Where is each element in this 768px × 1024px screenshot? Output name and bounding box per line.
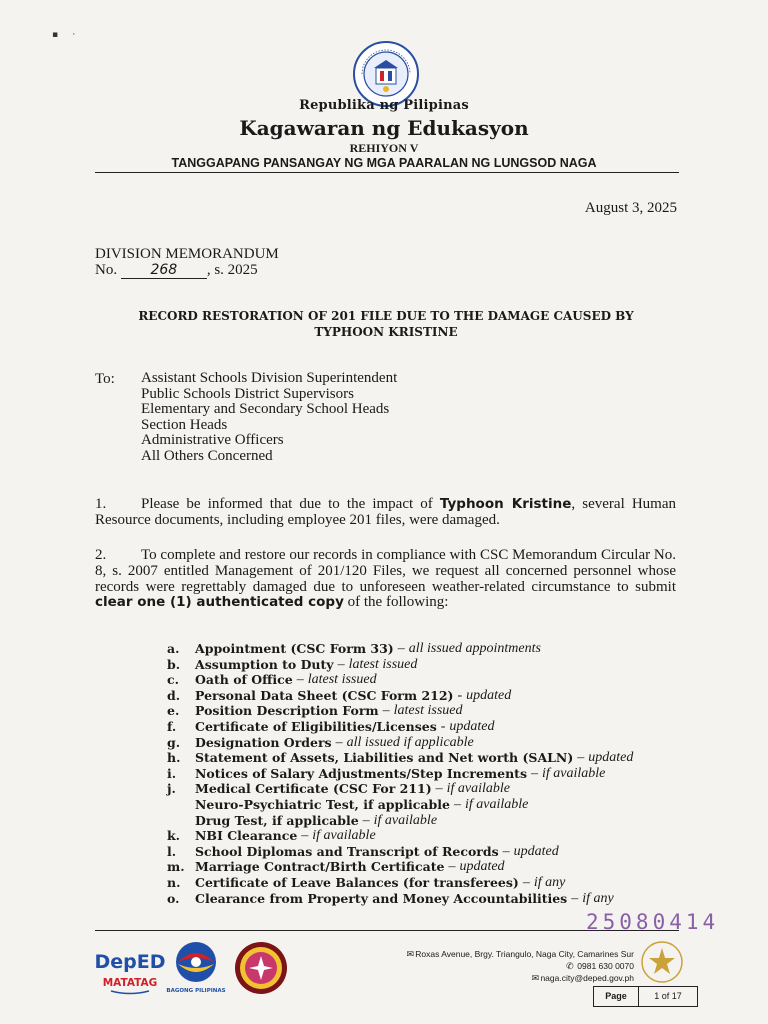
requirement-title: Drug Test, if applicable	[195, 812, 359, 828]
paragraph-text: , several Human Resource documents, including employee 201 files, were damaged.	[95, 496, 676, 528]
memo-number-block	[95, 246, 279, 279]
requirement-note: updated	[449, 718, 495, 734]
deped-matatag-logo-icon	[94, 944, 166, 1000]
requirement-note: latest issued	[348, 656, 418, 672]
memo-type: DIVISION MEMORANDUM	[95, 246, 279, 262]
requirement-separator: -	[440, 718, 446, 734]
requirement-separator: -	[457, 687, 463, 703]
requirement-item	[167, 641, 633, 657]
receiving-stamp: 25080414	[586, 910, 720, 934]
region-line: REHIYON V	[349, 141, 419, 155]
requirement-separator: –	[301, 828, 309, 844]
bagong-pilipinas-logo-icon	[166, 940, 226, 996]
requirement-note: if available	[464, 796, 529, 812]
requirement-separator: –	[453, 796, 461, 812]
requirement-letter	[167, 813, 195, 829]
requirement-item	[167, 750, 633, 766]
requirement-title: Assumption to Duty	[195, 656, 334, 672]
requirement-separator: –	[502, 843, 510, 859]
requirement-item	[167, 719, 633, 735]
email-icon: ✉	[531, 973, 540, 983]
requirement-note: if available	[446, 781, 511, 797]
requirement-separator: –	[382, 703, 390, 719]
requirement-title: Neuro-Psychiatric Test, if applicable	[195, 796, 450, 812]
memo-subject	[110, 308, 662, 340]
contact-block	[380, 948, 634, 984]
requirement-separator: –	[522, 874, 530, 890]
requirement-letter	[167, 797, 195, 813]
requirement-item	[167, 781, 633, 797]
logo-matatag-text: MATATAG	[102, 977, 158, 989]
scan-specks: ▪ ·	[52, 30, 76, 40]
requirement-letter: e.	[167, 703, 180, 719]
department-line: Kagawaran ng Edukasyon	[239, 116, 529, 140]
gold-emblem-icon	[640, 940, 684, 984]
requirement-note: if available	[312, 828, 376, 844]
requirement-title: Oath of Office	[195, 672, 293, 688]
page-value: 1 of 17	[654, 991, 682, 1001]
requirement-letter: g.	[167, 734, 181, 750]
requirement-title: Personal Data Sheet (CSC Form 212)	[195, 687, 454, 703]
requirement-note: all issued if applicable	[346, 734, 474, 750]
requirement-note: latest issued	[393, 703, 463, 719]
address-text: Roxas Avenue, Brgy. Triangulo, Naga City, Camarines Sur	[415, 949, 634, 959]
requirement-title: Position Description Form	[195, 703, 379, 719]
footer-divider	[95, 930, 679, 931]
requirement-letter: o.	[167, 890, 180, 906]
requirement-note: if any	[533, 874, 566, 890]
requirement-letter: j.	[167, 781, 176, 797]
paragraph-bold: clear one (1) authenticated copy	[95, 594, 344, 611]
requirement-note: updated	[513, 843, 559, 859]
recipient-item: Public Schools District Supervisors	[141, 385, 354, 402]
paragraph-2	[95, 548, 676, 611]
phone-icon: ✆	[566, 961, 574, 971]
requirement-title: Clearance from Property and Money Accountabilities	[195, 890, 568, 906]
mail-icon: ✉	[406, 949, 415, 959]
requirement-title: School Diplomas and Transcript of Records	[195, 843, 499, 859]
requirement-letter: k.	[167, 828, 181, 844]
requirement-letter: a.	[167, 641, 180, 656]
sdo-naga-seal-icon	[233, 940, 289, 996]
requirement-separator: –	[337, 656, 345, 672]
requirement-title: Notices of Salary Adjustments/Step Increments	[195, 765, 527, 781]
page-label: Page	[594, 987, 639, 1006]
requirement-separator: –	[296, 672, 304, 688]
requirement-letter: c.	[167, 672, 179, 688]
requirement-title: Certificate of Leave Balances (for transferees)	[195, 874, 519, 890]
page-indicator	[593, 986, 698, 1007]
recipient-item: Assistant Schools Division Superintendent	[141, 370, 398, 386]
requirement-separator: –	[577, 750, 585, 766]
office-line: TANGGAPANG PANSANGAY NG MGA PAARALAN NG LUNGSOD NAGA	[171, 156, 597, 170]
memo-date: August 3, 2025	[584, 200, 677, 216]
requirement-letter: i.	[167, 765, 177, 781]
requirement-separator: –	[362, 812, 370, 828]
requirement-item	[167, 891, 633, 907]
requirement-item	[167, 859, 633, 875]
memo-number: 268	[121, 262, 207, 279]
header-divider	[95, 172, 679, 173]
logo-deped-text: DepED	[94, 951, 166, 973]
subject-line-1: RECORD RESTORATION OF 201 FILE DUE TO THE DAMAGE CAUSED BY	[138, 309, 634, 323]
phone-text: 0981 630 0070	[577, 961, 634, 971]
requirement-note: latest issued	[307, 672, 377, 688]
paragraph-number: 2.	[95, 547, 107, 563]
logo-bagong-caption: BAGONG PILIPINAS	[166, 988, 226, 994]
recipient-list	[141, 371, 397, 465]
requirement-title: Statement of Assets, Liabilities and Net worth (SALN)	[195, 750, 574, 766]
requirement-item	[167, 797, 633, 813]
to-label: To:	[95, 371, 115, 387]
subject-line-2: TYPHOON KRISTINE	[314, 325, 458, 339]
requirement-item	[167, 844, 633, 860]
requirement-separator: –	[435, 781, 443, 797]
requirement-separator: –	[335, 734, 343, 750]
email-text: naga.city@deped.gov.ph	[540, 973, 634, 983]
paragraph-text: of the following:	[343, 594, 449, 611]
recipient-item: Elementary and Secondary School Heads	[141, 401, 390, 418]
requirement-note: all issued appointments	[408, 641, 541, 656]
requirement-note: if available	[373, 812, 438, 828]
requirement-title: Medical Certificate (CSC For 211)	[195, 781, 432, 797]
paragraph-text: To complete and restore our records in compliance with CSC Memorandum Circular No. 8, s. 2007 entitled Management of 201/120 Files, we request all concerned personnel whose records were regrettably damaged due to unforeseen weather-related circumstance to submit	[95, 547, 676, 595]
memo-no-prefix: No.	[95, 262, 118, 278]
requirement-item	[167, 688, 633, 704]
memo-series: , s. 2025	[206, 262, 258, 278]
requirement-note: updated	[588, 750, 634, 766]
recipient-item: All Others Concerned	[141, 447, 273, 464]
requirement-separator: –	[571, 890, 579, 906]
requirement-title: Designation Orders	[195, 734, 332, 750]
requirement-item	[167, 657, 633, 673]
requirement-item	[167, 828, 633, 844]
requirement-note: if any	[582, 890, 614, 906]
requirement-letter: d.	[167, 687, 181, 703]
recipient-item: Administrative Officers	[141, 432, 284, 449]
paragraph-text: Please be informed that due to the impact of	[141, 496, 440, 512]
requirement-item	[167, 766, 633, 782]
requirement-letter: m.	[167, 859, 185, 875]
requirement-title: Marriage Contract/Birth Certificate	[195, 859, 445, 875]
requirement-note: if available	[542, 765, 606, 781]
requirement-item	[167, 672, 633, 688]
requirement-item	[167, 735, 633, 751]
requirement-separator: –	[531, 765, 538, 781]
requirement-item	[167, 813, 633, 829]
requirement-title: Certificate of Eligibilities/Licenses	[195, 718, 437, 734]
republic-line: Republika ng Pilipinas	[299, 98, 469, 113]
requirement-item	[167, 703, 633, 719]
paragraph-1	[95, 497, 676, 529]
requirement-title: Appointment (CSC Form 33)	[195, 641, 394, 656]
requirement-letter: n.	[167, 874, 181, 890]
requirement-letter: l.	[167, 843, 177, 859]
recipient-item: Section Heads	[141, 416, 228, 433]
requirement-note: updated	[459, 859, 505, 875]
paragraph-number: 1.	[95, 496, 107, 512]
requirement-item	[167, 875, 633, 891]
requirements-list	[167, 641, 633, 906]
requirement-letter: h.	[167, 750, 181, 766]
requirement-title: NBI Clearance	[195, 828, 298, 844]
requirement-note: updated	[466, 687, 512, 703]
requirement-separator: –	[397, 641, 405, 656]
requirement-letter: f.	[167, 718, 177, 734]
paragraph-bold: Typhoon Kristine	[439, 496, 572, 512]
requirement-separator: –	[448, 859, 456, 875]
requirement-letter: b.	[167, 656, 181, 672]
